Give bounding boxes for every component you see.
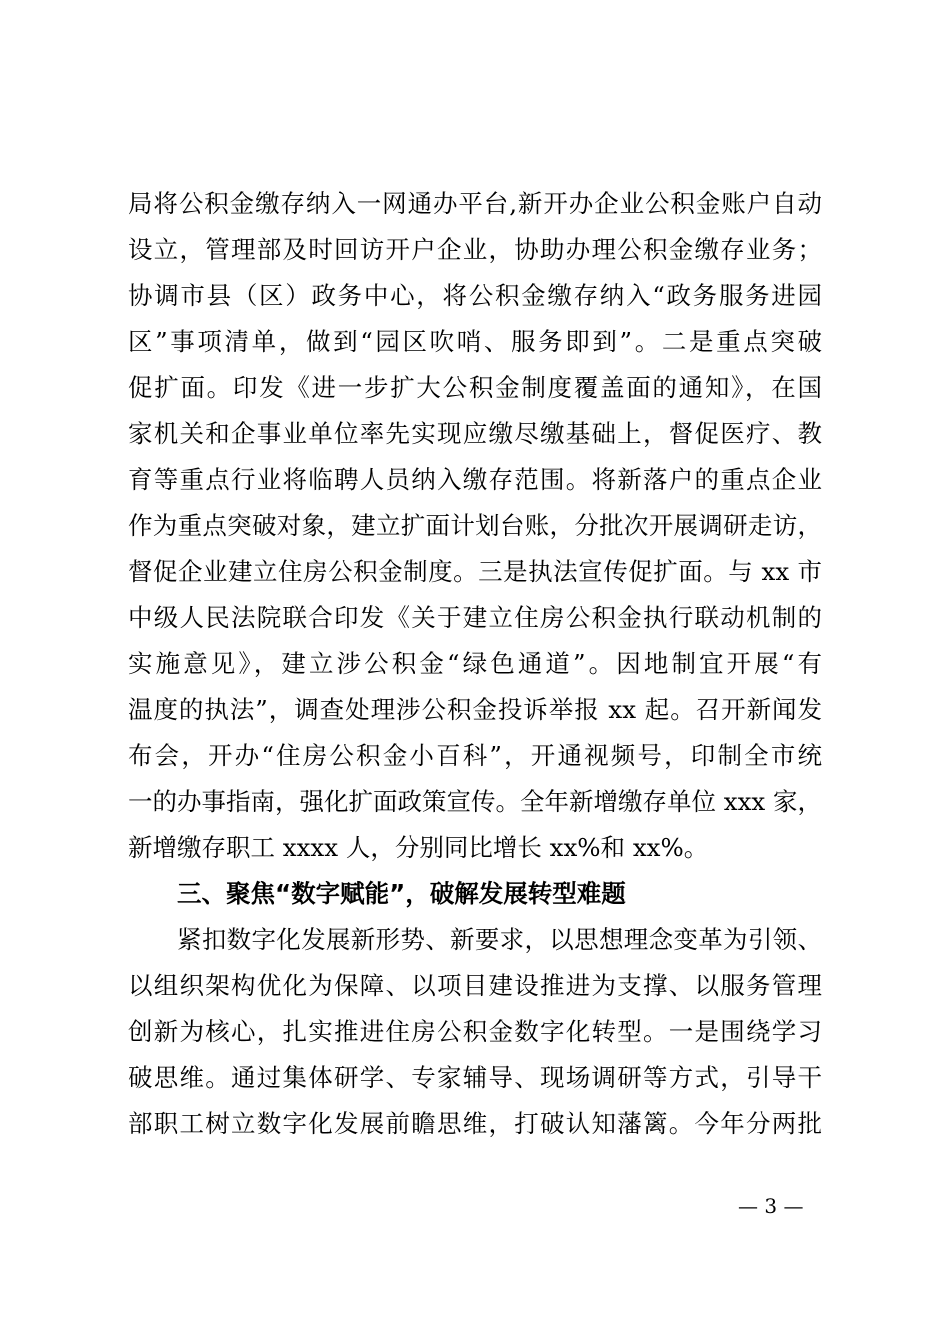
paragraph-line: 以组织架构优化为保障、以项目建设推进为支撑、以服务管理 [128, 971, 822, 1000]
paragraph-line: 促扩面。印发《进一步扩大公积金制度覆盖面的通知》，在国 [128, 373, 822, 402]
paragraph-line: 家机关和企事业单位率先实现应缴尽缴基础上，督促医疗、教 [128, 419, 822, 448]
paragraph-line: 区”事项清单，做到“园区吹哨、服务即到”。二是重点突破 [128, 327, 822, 356]
paragraph-line: 设立，管理部及时回访开户企业，协助办理公积金缴存业务； [128, 235, 822, 264]
page-number: — 3 — [738, 1194, 804, 1218]
paragraph-line: 部职工树立数字化发展前瞻思维，打破认知藩篱。今年分两批 [128, 1109, 822, 1138]
paragraph-line: 中级人民法院联合印发《关于建立住房公积金执行联动机制的 [128, 603, 822, 632]
paragraph-line: 育等重点行业将临聘人员纳入缴存范围。将新落户的重点企业 [128, 465, 822, 494]
paragraph-line: 新增缴存职工 xxxx 人，分别同比增长 xx%和 xx%。 [128, 833, 709, 862]
paragraph-line: 局将公积金缴存纳入一网通办平台,新开办企业公积金账户自动 [128, 189, 822, 218]
paragraph-line: 一的办事指南，强化扩面政策宣传。全年新增缴存单位 xxx 家， [128, 787, 822, 816]
paragraph-line: 作为重点突破对象，建立扩面计划台账，分批次开展调研走访， [128, 511, 822, 540]
paragraph-line: 实施意见》，建立涉公积金“绿色通道”。因地制宜开展“有 [128, 649, 822, 678]
paragraph-line: 协调市县（区）政务中心，将公积金缴存纳入“政务服务进园 [128, 281, 822, 310]
paragraph-line: 创新为核心，扎实推进住房公积金数字化转型。一是围绕学习 [128, 1017, 822, 1046]
paragraph-line: 布会，开办“住房公积金小百科”，开通视频号，印制全市统 [128, 741, 822, 770]
paragraph-line: 破思维。通过集体研学、专家辅导、现场调研等方式，引导干 [128, 1063, 822, 1092]
paragraph-line: 紧扣数字化发展新形势、新要求，以思想理念变革为引领、 [177, 925, 822, 954]
paragraph-line: 温度的执法”，调查处理涉公积金投诉举报 xx 起。召开新闻发 [128, 695, 822, 724]
paragraph-line: 督促企业建立住房公积金制度。三是执法宣传促扩面。与 xx 市 [128, 557, 822, 586]
section-heading: 三、聚焦“数字赋能”，破解发展转型难题 [177, 879, 626, 908]
